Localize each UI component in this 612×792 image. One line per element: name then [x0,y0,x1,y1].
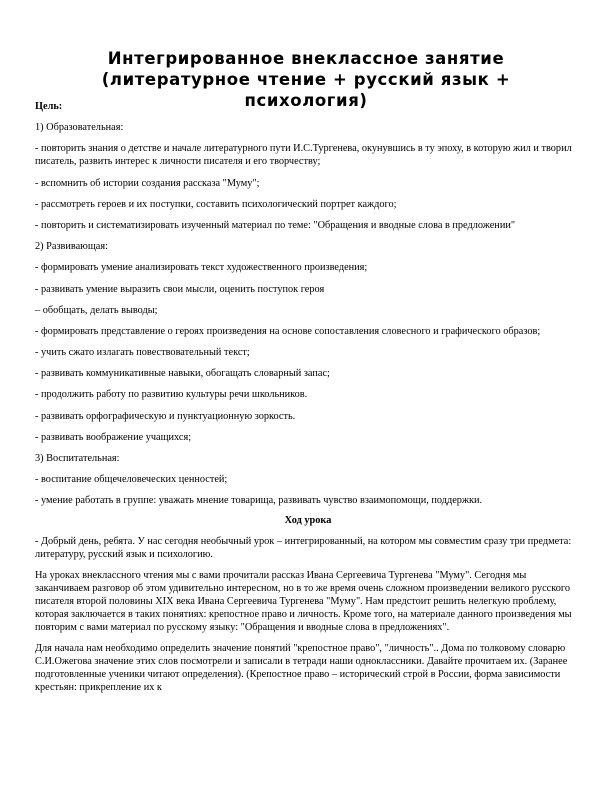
educational-heading: 1) Образовательная: [35,122,124,134]
developmental-item: - развивать воображение учащихся; [35,431,192,443]
developmental-item: - развивать умение выразить свои мысли, оценить поступок героя [35,283,325,295]
developmental-item: - развивать коммуникативные навыки, обогащать словарный запас; [35,368,330,380]
developmental-heading: 2) Развивающая: [35,241,108,253]
lesson-paragraph: На уроках внеклассного чтения мы с вами прочитали рассказ Ивана Сергеевича Тургенева "Муму". Сегодня мы заканчиваем разговор об этом удивительно интересном, но в то же время очень сложном произведении великого русского писателя второй половины XIX века Ивана Сергеевича Тургенева "Муму". Нам предстоит решить нелегкую проблему, которая заключается в таких понятиях: крепостное право и личность. Кроме того, на материале данного произведения мы повторим с вами материал по русскому языку: "Обращения и вводные слова в предложениях". [35,570,572,634]
developmental-item: - продолжить работу по развитию культуры речи школьников. [35,389,308,401]
developmental-item: - развивать орфографическую и пунктуационную зоркость. [35,410,296,422]
educational-item: - повторить и систематизировать изученный материал по теме: "Обращения и вводные слова в предложении" [35,219,516,231]
upbringing-heading: 3) Воспитательная: [35,453,120,464]
document-title: Интегрированное внеклассное занятие (литературное чтение + русский язык + психология) [101,49,511,110]
educational-item: - рассмотреть героев и их поступки, составить психологический портрет каждого; [35,198,397,210]
developmental-item: - формировать представление о героях произведения на основе сопоставления словесного и графического образов; [35,325,541,337]
upbringing-item: - воспитание общечеловеческих ценностей; [35,474,228,486]
lesson-heading: Ход урока [284,514,332,526]
developmental-item: – обобщать, делать выводы; [35,304,158,316]
lesson-paragraph: Для начала нам необходимо определить значение понятий "крепостное право", "личность".. Дома по толковому словарю С.И.Ожегова значение этих слов посмотрели и записали в тетради наши одноклассники. Давайте прочитаем их. (Заранее подготовленные ученики читают определения). (Крепостное право – исторический строй в России, форма зависимости крестьян: прикрепление их к [35,643,568,694]
educational-item: - вспомнить об истории создания рассказа "Муму"; [35,177,260,189]
developmental-item: - формировать умение анализировать текст художественного произведения; [35,262,368,274]
lesson-paragraph: - Добрый день, ребята. У нас сегодня необычный урок – интегрированный, на котором мы совместим сразу три предмета: литературу, русский язык и психологию. [35,536,572,561]
goal-label: Цель: [35,101,63,112]
educational-item: - повторить знания о детстве и начале литературного пути И.С.Тургенева, окунувшись в ту эпоху, в которую жил и творил писатель, развить интерес к личности писателя и его творчеству; [35,143,572,168]
document-body [35,100,581,703]
upbringing-item: - умение работать в группе: уважать мнение товарища, развивать чувство взаимопомощи, поддержки. [35,495,483,507]
developmental-item: - учить сжато излагать повествовательный текст; [35,347,250,359]
